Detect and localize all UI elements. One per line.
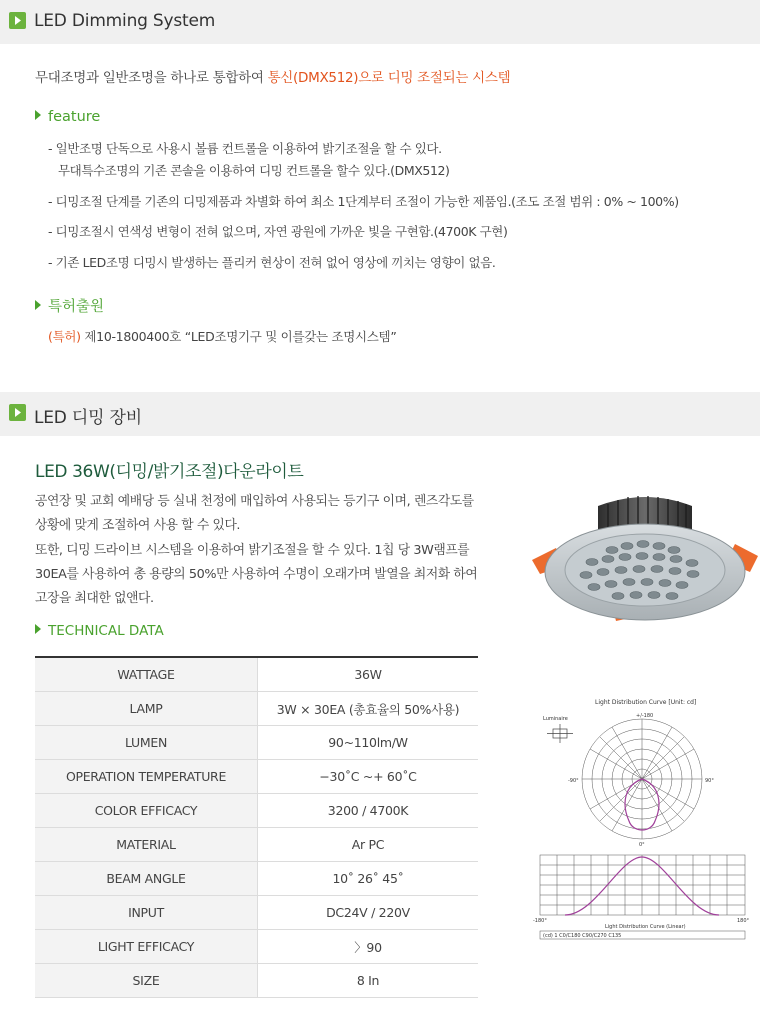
- triangle-bullet-icon: [35, 624, 41, 634]
- table-row: [35, 760, 478, 794]
- triangle-bullet-icon: [35, 110, 41, 120]
- linear-left-label: -180°: [533, 918, 547, 924]
- section-title: LED Dimming System: [34, 11, 216, 31]
- spec-key: LIGHT EFFICACY: [35, 930, 258, 964]
- polar-right-label: 90°: [705, 778, 714, 784]
- feature-item: - 디밍조절시 연색성 변형이 전혀 없으며, 자연 광원에 가까운 빛을 구현함.(4700K 구현): [48, 224, 508, 239]
- description-line: 30EA를 사용하여 총 용량의 50%만 사용하여 수명이 오래가며 발열을 최저화 하여: [35, 567, 478, 582]
- spec-value: DC24V / 220V: [258, 896, 479, 930]
- luminaire-label: Luminaire: [543, 716, 568, 722]
- table-row: [35, 828, 478, 862]
- description-line: 상황에 맞게 조절하여 사용 할 수 있다.: [35, 518, 241, 533]
- spec-key: LAMP: [35, 692, 258, 726]
- feature-heading: feature: [35, 109, 100, 125]
- spec-value: 3200 / 4700K: [258, 794, 479, 828]
- description-line: 또한, 디밍 드라이브 시스템을 이용하여 밝기조절을 할 수 있다. 1칩 당 3W램프를: [35, 543, 470, 558]
- linear-grid: [540, 855, 745, 915]
- spec-value: 10˚ 26˚ 45˚: [258, 862, 479, 896]
- light-distribution-diagram: [525, 693, 760, 943]
- technical-data-table: [35, 656, 478, 998]
- spec-value: −30˚C ~+ 60˚C: [258, 760, 479, 794]
- play-icon: [9, 404, 26, 421]
- play-icon: [9, 12, 26, 29]
- table-row: [35, 862, 478, 896]
- section-header-dimming-equipment: [0, 392, 760, 436]
- spec-value: 90~110lm/W: [258, 726, 479, 760]
- linear-right-label: 180°: [737, 918, 750, 924]
- triangle-bullet-icon: [35, 300, 41, 310]
- spec-key: WATTAGE: [35, 657, 258, 692]
- spec-key: COLOR EFFICACY: [35, 794, 258, 828]
- spec-value: 3W × 30EA (총효율의 50%사용): [258, 692, 479, 726]
- patent-line: [48, 327, 397, 345]
- technical-data-heading: TECHNICAL DATA: [35, 623, 164, 639]
- polar-top-label: +/-180: [636, 713, 654, 719]
- patent-heading: 특허출원: [35, 295, 104, 316]
- spec-key: INPUT: [35, 896, 258, 930]
- luminaire-symbol: [547, 724, 573, 743]
- patent-tag: (특허): [48, 329, 81, 344]
- product-title: LED 36W(디밍/밝기조절)다운라이트: [35, 462, 304, 482]
- table-row: [35, 794, 478, 828]
- intro-highlight: 통신(DMX512)으로 디밍 조절되는 시스템: [267, 70, 511, 86]
- spec-value: 36W: [258, 657, 479, 692]
- section-header-dimming-system: [0, 0, 760, 44]
- patent-text: 제10-1800400호 “LED조명기구 및 이를갖는 조명시스템”: [80, 329, 397, 344]
- feature-item: - 디밍조절 단계를 기존의 디밍제품과 차별화 하여 최소 1단계부터 조절이 가능한 제품임.(조도 조절 범위 : 0% ~ 100%): [48, 194, 679, 209]
- section-title: LED 디밍 장비: [34, 408, 142, 428]
- polar-left-label: -90°: [568, 778, 579, 784]
- table-row: [35, 726, 478, 760]
- feature-item: - 기존 LED조명 디밍시 발생하는 플리커 현상이 전혀 없어 영상에 끼치는 영향이 없음.: [48, 255, 496, 270]
- intro-text: 무대조명과 일반조명을 하나로 통합하여 통신(DMX512)으로 디밍 조절되는 시스템: [35, 70, 511, 86]
- table-row: [35, 657, 478, 692]
- linear-title: Light Distribution Curve (Linear): [605, 924, 686, 930]
- spec-key: OPERATION TEMPERATURE: [35, 760, 258, 794]
- description-line: 고장을 최대한 없앤다.: [35, 591, 154, 606]
- feature-item: 무대특수조명의 기존 콘솔을 이용하여 디밍 컨트롤을 할수 있다.(DMX512): [58, 163, 450, 178]
- description-line: 공연장 및 교회 예배당 등 실내 천정에 매입하여 사용되는 등기구 이며, 렌즈각도를: [35, 494, 474, 509]
- table-row: [35, 896, 478, 930]
- spec-key: MATERIAL: [35, 828, 258, 862]
- spec-key: LUMEN: [35, 726, 258, 760]
- legend-text: (cd) 1 C0/C180 C90/C270 C135: [543, 933, 622, 939]
- spec-key: SIZE: [35, 964, 258, 998]
- polar-title: Light Distribution Curve [Unit: cd]: [595, 699, 697, 706]
- table-row: [35, 692, 478, 726]
- spec-value: Ar PC: [258, 828, 479, 862]
- polar-bottom-label: 0°: [639, 842, 645, 848]
- table-row: [35, 964, 478, 998]
- spec-value: 〉90: [258, 930, 479, 964]
- downlight-product-image: [530, 486, 760, 628]
- spec-key: BEAM ANGLE: [35, 862, 258, 896]
- feature-item: - 일반조명 단독으로 사용시 볼륨 컨트롤을 이용하여 밝기조절을 할 수 있다.: [48, 141, 442, 156]
- spec-value: 8 In: [258, 964, 479, 998]
- table-row: [35, 930, 478, 964]
